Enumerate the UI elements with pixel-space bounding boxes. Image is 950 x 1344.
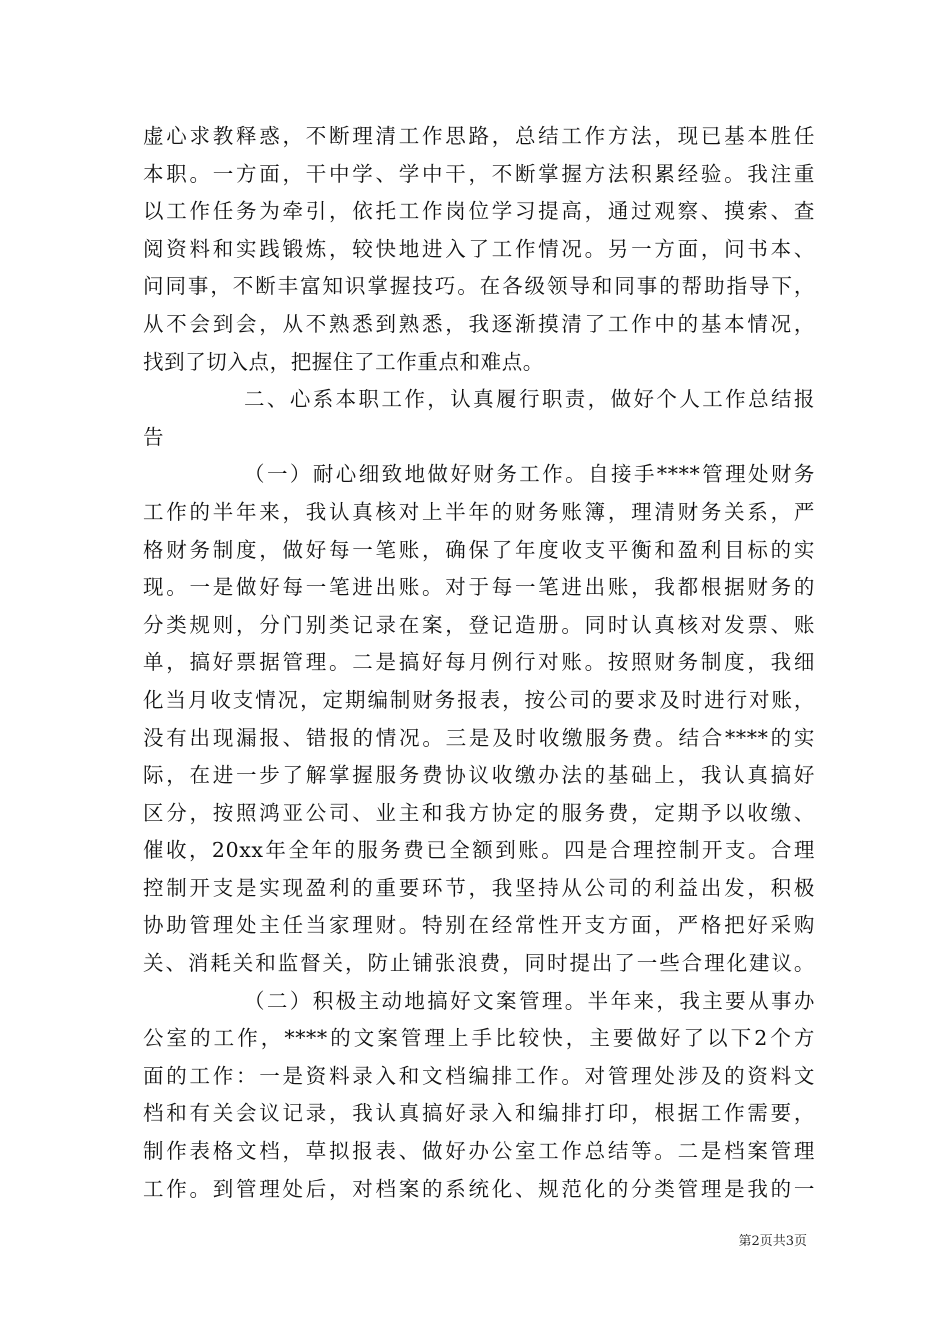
text-line: 问同事，不断丰富知识掌握技巧。在各级领导和同事的帮助指导下， — [143, 274, 815, 299]
text-line: 虚心求教释惑，不断理清工作思路，总结工作方法，现已基本胜任 — [143, 124, 815, 148]
text-line: 协助管理处主任当家理财。特别在经常性开支方面，严格把好采购 — [143, 913, 815, 938]
text-line: 现。一是做好每一笔进出账。对于每一笔进出账，我都根据财务的 — [143, 575, 815, 600]
section-heading-continued: 告 — [143, 424, 165, 449]
document-body — [143, 118, 815, 1208]
text-line: 档和有关会议记录，我认真搞好录入和编排打印，根据工作需要， — [143, 1101, 815, 1126]
text-line: 区分，按照鸿亚公司、业主和我方协定的服务费，定期予以收缴、 — [143, 800, 815, 825]
text-line: 格财务制度，做好每一笔账，确保了年度收支平衡和盈利目标的实 — [143, 537, 815, 562]
text-line: 工作的半年来，我认真核对上半年的财务账簿，理清财务关系，严 — [143, 499, 815, 524]
text-line: 面的工作：一是资料录入和文档编排工作。对管理处涉及的资料文 — [143, 1063, 815, 1088]
text-line: 公室的工作，****的文案管理上手比较快，主要做好了以下2个方 — [143, 1026, 815, 1051]
text-line: 控制开支是实现盈利的重要环节，我坚持从公司的利益出发，积极 — [143, 875, 815, 900]
text-line: 本职。一方面，干中学、学中干，不断掌握方法积累经验。我注重 — [143, 161, 815, 186]
text-line: 从不会到会，从不熟悉到熟悉，我逐渐摸清了工作中的基本情况， — [143, 311, 815, 336]
text-line: 工作。到管理处后，对档案的系统化、规范化的分类管理是我的一 — [143, 1176, 815, 1201]
section-heading: 二、心系本职工作，认真履行职责，做好个人工作总结报 — [244, 387, 815, 412]
text-line: 际，在进一步了解掌握服务费协议收缴办法的基础上，我认真搞好 — [143, 763, 815, 788]
text-line: 以工作任务为牵引，依托工作岗位学习提高，通过观察、摸索、查 — [143, 199, 815, 224]
page-number: 第2页共3页 — [738, 1234, 807, 1249]
text-line: 单，搞好票据管理。二是搞好每月例行对账。按照财务制度，我细 — [143, 650, 815, 675]
subsection-heading: （一）耐心细致地做好财务工作。自接手****管理处财务 — [244, 462, 815, 487]
text-line: 关、消耗关和监督关，防止铺张浪费，同时提出了一些合理化建议。 — [143, 951, 815, 976]
text-line: 分类规则，分门别类记录在案，登记造册。同时认真核对发票、账 — [143, 612, 815, 637]
text-line: 阅资料和实践锻炼，较快地进入了工作情况。另一方面，问书本、 — [143, 236, 815, 261]
text-line: 没有出现漏报、错报的情况。三是及时收缴服务费。结合****的实 — [143, 725, 815, 750]
text-line: 化当月收支情况，定期编制财务报表，按公司的要求及时进行对账， — [143, 687, 815, 712]
subsection-heading: （二）积极主动地搞好文案管理。半年来，我主要从事办 — [244, 988, 815, 1013]
text-line: 制作表格文档，草拟报表、做好办公室工作总结等。二是档案管理 — [143, 1139, 815, 1164]
text-line: 催收，20xx年全年的服务费已全额到账。四是合理控制开支。合理 — [143, 838, 815, 863]
text-line: 找到了切入点，把握住了工作重点和难点。 — [143, 349, 544, 374]
